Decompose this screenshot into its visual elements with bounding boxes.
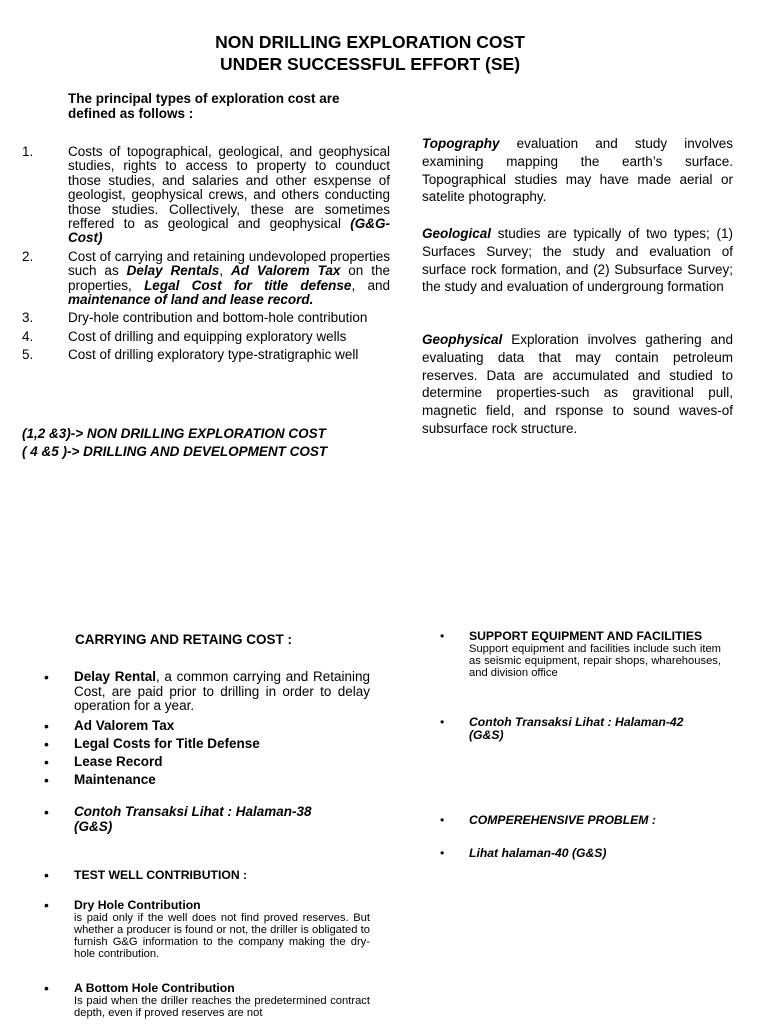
bullet-icon: • xyxy=(44,736,49,752)
bullet-icon: • xyxy=(440,629,445,643)
bullet-icon: • xyxy=(44,897,49,913)
summary-line-2: ( 4 &5 )-> DRILLING AND DEVELOPMENT COST xyxy=(22,444,328,459)
support-contoh: • Contoh Transaksi Lihat : Halaman-42 (G&S) xyxy=(440,715,684,742)
bullet-icon: • xyxy=(440,846,445,860)
title-line-2: UNDER SUCCESSFUL EFFORT (SE) xyxy=(219,54,521,74)
carrying-list xyxy=(44,670,370,714)
bullet-icon: • xyxy=(44,804,49,820)
bottom-hole-item: • A Bottom Hole Contribution Is paid when the driller reaches the predetermined contract depth, even if proved reserves are not xyxy=(44,980,370,1019)
list-item: • Legal Costs for Title Defense xyxy=(44,736,260,752)
dry-hole-item: • Dry Hole Contribution is paid only if the well does not find proved reserves. But whether a producer is found or not, the driller is obligated to furnish G&G information to the company making the dry-hole contribution. xyxy=(44,897,370,960)
bullet-icon: • xyxy=(44,772,49,788)
intro-line-2: defined as follows : xyxy=(68,106,194,121)
list-item: 5. Cost of drilling exploratory type-stratigraphic well xyxy=(22,347,359,363)
geological-paragraph: Geological studies are typically of two types; (1) Surfaces Survey; the study and evaluation of surface rock formation, and (2) Subsurface Survey; the study and evaluation of undergroung formation xyxy=(422,226,733,295)
intro-text xyxy=(68,91,340,121)
intro-line-1: The principal types of exploration cost are xyxy=(68,91,340,106)
list-item: • Ad Valorem Tax xyxy=(44,718,175,734)
list-item: • Maintenance xyxy=(44,772,156,788)
support-item: • SUPPORT EQUIPMENT AND FACILITIES Support equipment and facilities include such item as seismic equipment, repair shops, wharehouses, and division office xyxy=(440,629,721,679)
list-item: • Delay Rental, a common carrying and Retaining Cost, are paid prior to drilling in order to delay operation for a year. xyxy=(44,669,370,714)
topography-paragraph: Topography evaluation and study involves examining mapping the earth’s surface. Topographical studies may have made aerial or satelite photography. xyxy=(422,136,733,205)
carrying-items xyxy=(44,717,370,789)
title-line-1: NON DRILLING EXPLORATION COST xyxy=(215,32,525,52)
comprehensive-problem: • COMPEREHENSIVE PROBLEM : xyxy=(440,813,656,827)
test-well-heading: • TEST WELL CONTRIBUTION : xyxy=(44,867,248,883)
bullet-icon: • xyxy=(44,867,49,883)
page-title xyxy=(0,31,740,75)
geophysical-paragraph: Geophysical Exploration involves gathering and evaluating data that may contain petroleum reserves. Data are accumulated and studied to determine properties-such as gravitional pull, magnetic field, and rsponse to sound waves-of subsurface rock structure. xyxy=(422,332,733,436)
bullet-icon: • xyxy=(44,718,49,734)
bullet-icon: • xyxy=(44,669,49,685)
bullet-icon: • xyxy=(440,813,445,827)
carrying-heading: CARRYING AND RETAING COST : xyxy=(75,632,292,647)
summary xyxy=(22,425,327,461)
cost-types-list xyxy=(22,145,390,367)
lihat-halaman: • Lihat halaman-40 (G&S) xyxy=(440,846,607,860)
bullet-icon: • xyxy=(44,980,49,996)
list-item: 1. Costs of topographical, geological, and geophysical studies, rights to access to property to counduct those studies, and salaries and other esxpense of geologist, geophysical crews, and others conducting those studies. Collectively, these are sometimes reffered to as geological and geophysical (G&G-Cost) xyxy=(22,144,390,246)
list-item: 3. Dry-hole contribution and bottom-hole contribution xyxy=(22,310,368,326)
bullet-icon: • xyxy=(44,754,49,770)
list-item: 2. Cost of carrying and retaining undevoloped properties such as Delay Rentals, Ad Valorem Tax on the properties, Legal Cost for title defense, and maintenance of land and lease record. xyxy=(22,248,390,308)
bullet-icon: • xyxy=(440,715,445,729)
summary-line-1: (1,2 &3)-> NON DRILLING EXPLORATION COST xyxy=(22,426,326,441)
carrying-contoh: • Contoh Transaksi Lihat : Halaman-38 (G&S) xyxy=(44,804,312,834)
list-item: • Lease Record xyxy=(44,754,163,770)
list-item: 4. Cost of drilling and equipping exploratory wells xyxy=(22,328,347,344)
